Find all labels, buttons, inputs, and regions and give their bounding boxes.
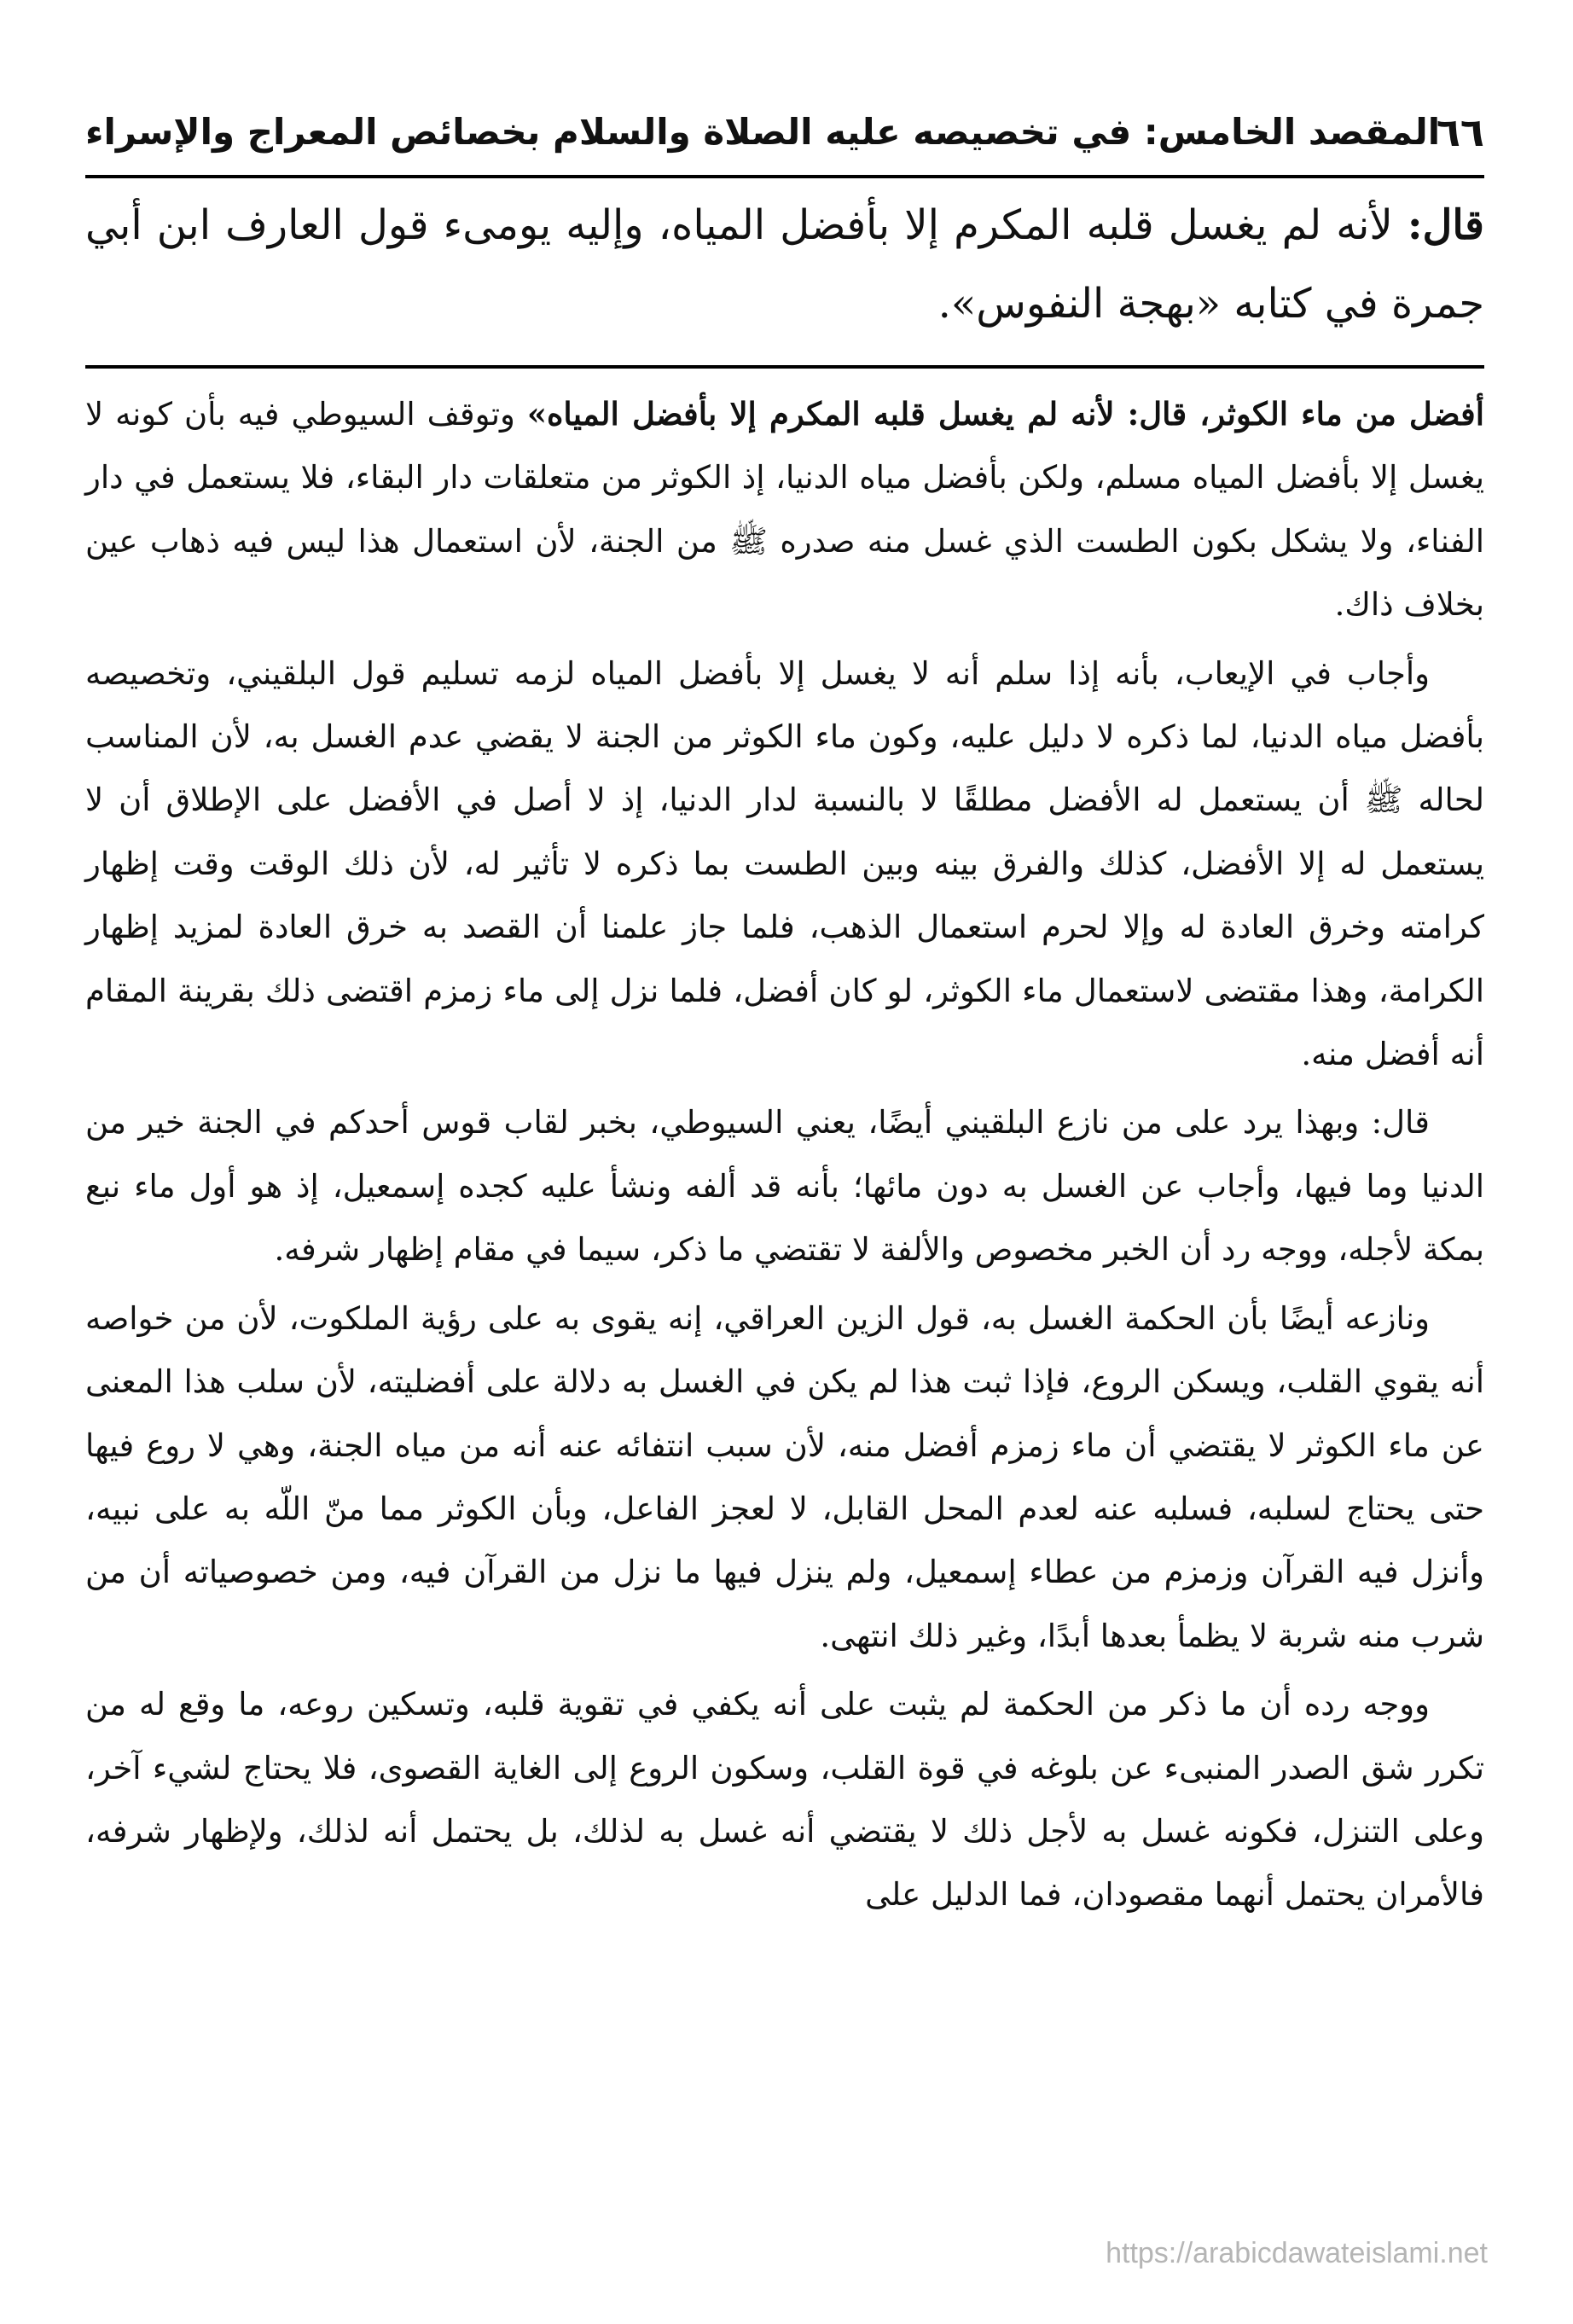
commentary-paragraph-3: قال: وبهذا يرد على من نازع البلقيني أيضًا، يعني السيوطي، بخبر لقاب قوس أحدكم في الجنة خير من الدنيا وما فيها، وأجاب عن الغسل به دون مائها؛ بأنه قد ألفه ونشأ عليه كجده إسمعيل، إذ هو أول ماء نبع بمكة لأجله، ووجه رد أن الخبر مخصوص والألفة لا تقتضي ما ذكر، سيما في مقام إظهار شرفه.	[85, 1104, 1484, 1269]
running-title: المقصد الخامس: في تخصيصه عليه الصلاة والسلام بخصائص المعراج والإسراء	[85, 111, 1441, 153]
commentary-paragraph-2: وأجاب في الإيعاب، بأنه إذا سلم أنه لا يغسل إلا بأفضل المياه لزمه تسليم قول البلقيني، وتخصيصه بأفضل مياه الدنيا، لما ذكره لا دليل عليه، وكون ماء الكوثر من الجنة لا يقضي عدم الغسل به، لأن المناسب لحاله ﷺ أن يستعمل له الأفضل مطلقًا لا بالنسبة لدار الدنيا، إذ لا أصل في الأفضل على الإطلاق أن لا يستعمل له إلا الأفضل، كذلك والفرق بينه وبين الطست بما ذكره لا تأثير له، لأن ذلك الوقت وقت إظهار كرامته وخرق العادة له وإلا لحرم استعمال الذهب، فلما جاز علمنا أن القصد به خرق العادة لمزيد إظهار الكرامة، وهذا مقتضى لاستعمال ماء الكوثر، لو كان أفضل، فلما نزل إلى ماء زمزم اقتضى ذلك بقرينة المقام أنه أفضل منه.	[85, 654, 1484, 1073]
matn-body: لأنه لم يغسل قلبه المكرم إلا بأفضل المياه، وإليه يومىء قول العارف ابن أبي جمرة في كتابه «بهجة النفوس».	[85, 201, 1484, 328]
matn-text	[85, 186, 1484, 343]
commentary-paragraph-1	[85, 382, 1484, 637]
commentary-paragraph-4: ونازعه أيضًا بأن الحكمة الغسل به، قول الزين العراقي، إنه يقوى به على رؤية الملكوت، لأن من خواصه أنه يقوي القلب، ويسكن الروع، فإذا ثبت هذا لم يكن في الغسل به دلالة على أفضليته، لأن سلب هذا المعنى عن ماء الكوثر لا يقتضي أن ماء زمزم أفضل منه، لأن سبب انتفائه عنه أنه من مياه الجنة، وهي لا روع فيها حتى يحتاج لسلبه، فسلبه عنه لعدم المحل القابل، لا لعجز الفاعل، وبأن الكوثر مما منّ اللّه به على نبيه، وأنزل فيه القرآن وزمزم من عطاء إسمعيل، ولم ينزل فيها ما نزل من القرآن فيه، ومن خصوصياته أن من شرب منه شربة لا يظمأ بعدها أبدًا، وغير ذلك انتهى.	[85, 1299, 1484, 1654]
page-header	[85, 109, 1484, 169]
commentary	[85, 382, 1484, 1932]
commentary-p1-bold: أفضل من ماء الكوثر، قال: لأنه لم يغسل قلبه المكرم إلا بأفضل المياه»	[526, 395, 1484, 433]
matn-lead: قال:	[1407, 201, 1484, 249]
page-number: ٦٦	[1436, 109, 1484, 155]
commentary-paragraph-5: ووجه رده أن ما ذكر من الحكمة لم يثبت على أنه يكفي في تقوية قلبه، وتسكين روعه، ما وقع له من تكرر شق الصدر المنبىء عن بلوغه في قوة القلب، وسكون الروع إلى الغاية القصوى، فلا يحتاج لشيء آخر، وعلى التنزل، فكونه غسل به لأجل ذلك لا يقتضي أنه غسل به لذلك، بل يحتمل أنه لذلك، ولإظهار شرفه، فالأمران يحتمل أنهما مقصودان، فما الدليل على	[85, 1686, 1484, 1914]
header-rule	[85, 175, 1484, 178]
section-divider	[85, 365, 1484, 369]
watermark: https://arabicdawateislami.net	[1106, 2237, 1488, 2269]
commentary-p1-rest: وتوقف السيوطي فيه بأن كونه لا يغسل إلا بأفضل المياه مسلم، ولكن بأفضل مياه الدنيا، إذ الكوثر من متعلقات دار البقاء، فلا يستعمل في دار الفناء، ولا يشكل بكون الطست الذي غسل منه صدره ﷺ من الجنة، لأن استعمال هذا ليس فيه ذهاب عين بخلاف ذاك.	[85, 396, 1484, 624]
